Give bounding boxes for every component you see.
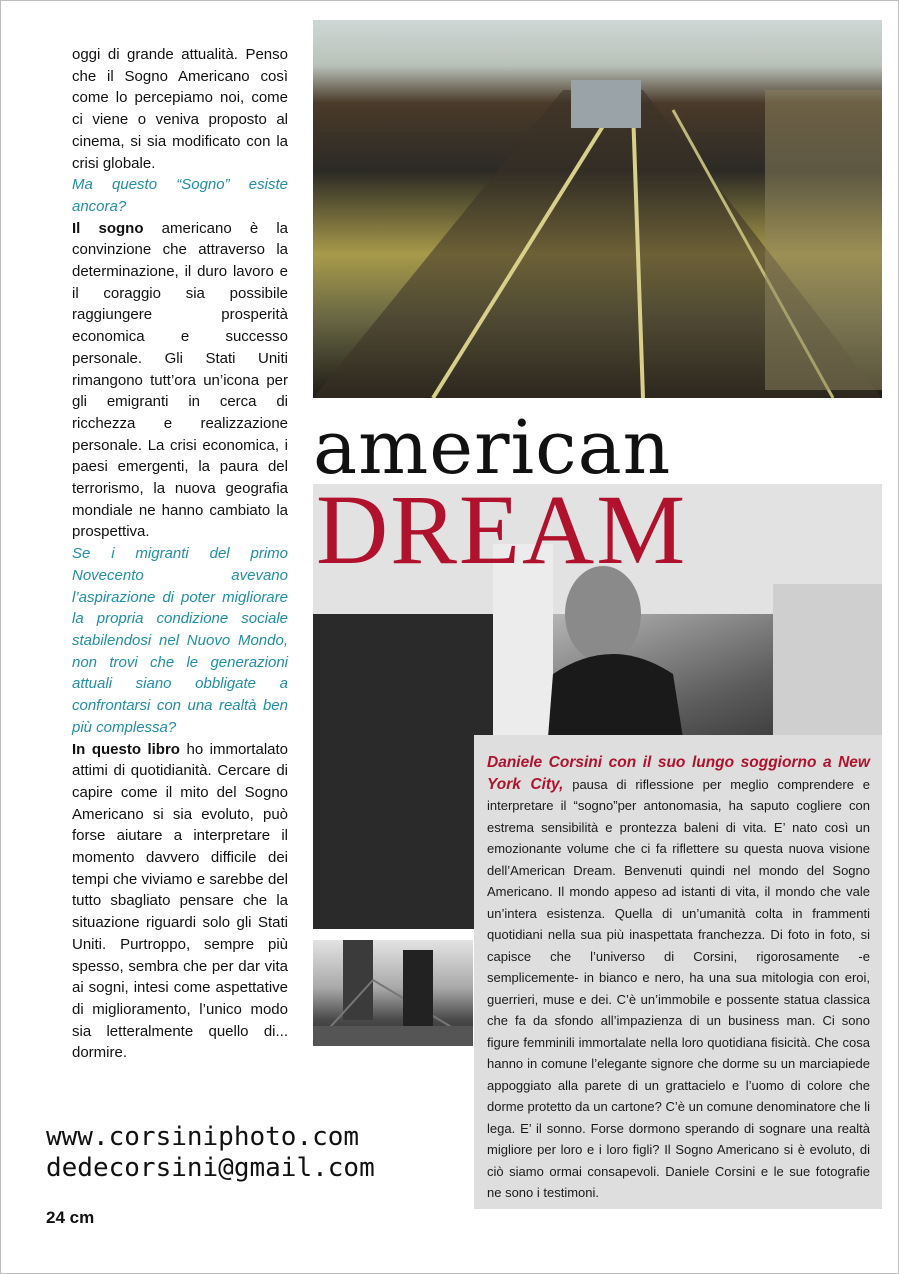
answer-paragraph-1 xyxy=(72,218,288,544)
author-intro-box xyxy=(474,735,882,1209)
title-dream: DREAM xyxy=(316,474,688,585)
bridge-runner-graphic xyxy=(313,940,473,1046)
author-intro-body: pausa di riflessione per meglio comprendere e interpretare il “sogno”per antonomasia, ha saputo cogliere con estrema sensibilità e prontezza baleni di vita. E’ nato così un emozionante volume che ci fa riflettere su questa nuova visione dell’American Dream. Benvenuti quindi nel mondo del Sogno Americano. Il mondo appeso ad istanti di vita, il mondo che vale un’intera esistenza. Quella di un’umanità colta in frammenti quotidiani nella sua più inaspettata franchezza. Di foto in foto, si capisce che l’universo di Corsini, rigorosamente -e semplicemente- in bianco e nero, ha una sua mitologia con eroi, guerrieri, muse e dei. C’è un’immobile e possente statua classica che fa da sfondo all’impazienza di un business man. Ci sono figure femminili immortalate nella loro quotidiana fisicità. Che cosa hanno in comune l’elegante signore che dorme su un marciapiede appoggiato alla parete di un grattacielo e l’uomo di colore che dorme protetto da un cartone? C’è un comune denominatore che li lega. E’ il sonno. Forse dormono sperando di sognare una realtà migliore per loro e i loro figli? Il Sogno Americano si è evoluto, di ciò siamo ormai consapevoli. Daniele Corsini e le sue fotografie ne sono i testimoni. xyxy=(487,776,871,1200)
contact-links xyxy=(46,1122,375,1184)
magazine-label: cm xyxy=(69,1208,95,1227)
subway-tracks-graphic xyxy=(313,20,882,398)
answer-2-text: ho immortalato attimi di quotidianità. Cercare di capire come il mito del Sogno Americano si sia evoluto, può forse aiutare a interpretare il momento davvero difficile dei tempi che viviamo e sarebbe del tutto sbagliato pensare che la situazione riguardi solo gli Stati Uniti. Purtroppo, sempre più spesso, sembra che per dar vita ai sogni, intesi come aspettative di miglioramento, l’unico modo sia letteralmente quello di... dormire. xyxy=(72,740,288,1062)
answer-2-bold-lead: In questo libro xyxy=(72,740,180,758)
page-footer xyxy=(46,1208,94,1228)
author-intro-paragraph xyxy=(487,752,870,1204)
intro-paragraph: oggi di grande attualità. Penso che il Sogno Americano così come lo percepiamo noi, come ci viene o veniva proposto al cinema, si sia modificato con la crisi globale. xyxy=(72,46,288,172)
answer-paragraph-2 xyxy=(72,739,288,1065)
page-number: 24 xyxy=(46,1208,65,1227)
answer-1-bold-lead: Il sogno xyxy=(72,219,144,237)
answer-1-text: americano è la convinzione che attraverso la determinazione, il duro lavoro e il coraggio sia possibile raggiungere prosperità economica e successo personale. Gli Stati Uniti rimangono tutt’ora un’icona per gli emigranti in cerca di ricchezza e realizzazione personale. La crisi economica, i paesi emergenti, la paura del terrorismo, la nuova geografia mondiale ne hanno cambiato la prospettiva. xyxy=(72,219,288,541)
email-link[interactable]: dedecorsini@gmail.com xyxy=(46,1153,375,1183)
title-american: american xyxy=(313,405,672,491)
article-column xyxy=(72,44,288,1064)
website-link[interactable]: www.corsiniphoto.com xyxy=(46,1122,360,1152)
author-intro-lead: Daniele Corsini con il suo lungo soggiorno a New York City, xyxy=(487,754,870,793)
subway-train-photo xyxy=(313,20,882,398)
interview-question-1: Ma questo “Sogno” esiste ancora? xyxy=(72,176,288,215)
bridge-runner-photo xyxy=(313,940,473,1046)
interview-question-2: Se i migranti del primo Novecento avevano l’aspirazione di poter migliorare la propria condizione sociale stabilendosi nel Nuovo Mondo, non trovi che le generazioni attuali siano obbligate a confrontarsi con una realtà ben più complessa? xyxy=(72,545,288,736)
